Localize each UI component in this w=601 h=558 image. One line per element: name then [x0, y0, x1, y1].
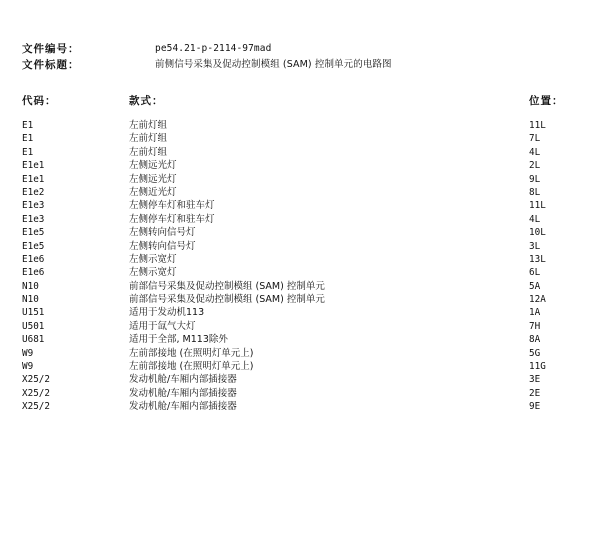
table-row [0, 132, 601, 145]
header-position: 位置： [529, 95, 564, 107]
table-row [0, 320, 601, 333]
component-description: 左侧停车灯和驻车灯 [129, 200, 215, 212]
component-code: E1e6 [22, 267, 45, 279]
component-code: E1e6 [22, 253, 45, 265]
component-description: 左侧示宽灯 [129, 253, 177, 265]
component-code: U151 [22, 307, 45, 319]
file-title-label: 文件标题： [22, 59, 80, 71]
component-description: 左前灯组 [129, 146, 168, 158]
table-row [0, 293, 601, 306]
component-position: 8A [529, 334, 541, 346]
table-row [0, 240, 601, 253]
component-code: X25/2 [22, 387, 50, 399]
component-code: E1e2 [22, 186, 45, 198]
component-position: 2E [529, 387, 541, 399]
table-row [0, 333, 601, 346]
table-row [0, 253, 601, 266]
table-row [0, 400, 601, 413]
component-position: 12A [529, 294, 546, 306]
component-code: E1e5 [22, 240, 45, 252]
table-row [0, 226, 601, 239]
component-position: 6L [529, 267, 541, 279]
component-position: 3L [529, 240, 541, 252]
table-row [0, 186, 601, 199]
file-number-value: pe54.21-p-2114-97mad [155, 43, 272, 54]
component-position: 1A [529, 307, 541, 319]
component-position: 4L [529, 146, 541, 158]
component-code: E1e1 [22, 173, 45, 185]
component-description: 左前部接地 (在照明灯单元上) [129, 361, 254, 373]
component-code: E1e3 [22, 200, 45, 212]
component-position: 11L [529, 200, 546, 212]
component-code: E1e5 [22, 227, 45, 239]
component-code: U501 [22, 320, 45, 332]
component-position: 10L [529, 227, 546, 239]
component-description: 适用于发动机113 [129, 307, 205, 319]
component-description: 适用于氙气大灯 [129, 320, 196, 332]
component-description: 左侧转向信号灯 [129, 227, 196, 239]
component-description: 左前灯组 [129, 133, 168, 145]
component-description: 前部信号采集及促动控制模组 (SAM) 控制单元 [129, 294, 325, 306]
component-position: 8L [529, 186, 541, 198]
component-code: W9 [22, 347, 34, 359]
component-code: N10 [22, 294, 39, 306]
component-position: 9L [529, 173, 541, 185]
component-position: 3E [529, 374, 541, 386]
component-position: 11L [529, 120, 546, 131]
table-row [0, 199, 601, 212]
table-row [0, 387, 601, 400]
component-position: 2L [529, 160, 541, 172]
component-position: 11G [529, 361, 546, 373]
component-code: U681 [22, 334, 45, 346]
component-position: 4L [529, 213, 541, 225]
table-row [0, 173, 601, 186]
component-position: 7H [529, 320, 541, 332]
component-description: 左侧转向信号灯 [129, 240, 196, 252]
component-description: 左侧近光灯 [129, 186, 177, 198]
component-code: X25/2 [22, 401, 50, 413]
file-number-label: 文件编号： [22, 43, 80, 55]
component-description: 左侧远光灯 [129, 160, 177, 172]
table-row [0, 360, 601, 373]
table-row [0, 347, 601, 360]
component-description: 发动机舱/车厢内部插接器 [129, 401, 237, 413]
component-position: 5G [529, 347, 541, 359]
component-code: W9 [22, 361, 34, 373]
component-description: 发动机舱/车厢内部插接器 [129, 387, 237, 399]
file-title-value: 前侧信号采集及促动控制模组 (SAM) 控制单元的电路图 [155, 59, 392, 70]
component-code: E1 [22, 146, 34, 158]
component-code: E1 [22, 120, 34, 131]
component-position: 13L [529, 253, 546, 265]
component-description: 左侧停车灯和驻车灯 [129, 213, 215, 225]
component-description: 左前灯组 [129, 120, 168, 131]
component-description: 发动机舱/车厢内部插接器 [129, 374, 237, 386]
table-row [0, 306, 601, 319]
table-row [0, 266, 601, 279]
table-row [0, 213, 601, 226]
component-code: N10 [22, 280, 39, 292]
table-row [0, 373, 601, 386]
component-code: X25/2 [22, 374, 50, 386]
component-code: E1e1 [22, 160, 45, 172]
table-header [0, 94, 601, 108]
component-description: 左侧远光灯 [129, 173, 177, 185]
component-description: 左前部接地 (在照明灯单元上) [129, 347, 254, 359]
table-row [0, 159, 601, 172]
component-position: 7L [529, 133, 541, 145]
header-description: 款式： [129, 95, 164, 107]
component-position: 5A [529, 280, 541, 292]
component-description: 适用于全部, M113除外 [129, 334, 228, 346]
component-code: E1 [22, 133, 34, 145]
component-code: E1e3 [22, 213, 45, 225]
table-row [0, 280, 601, 293]
component-description: 左侧示宽灯 [129, 267, 177, 279]
table-row [0, 146, 601, 159]
component-position: 9E [529, 401, 541, 413]
component-table [0, 119, 601, 414]
header-code: 代码： [22, 95, 57, 107]
table-row [0, 119, 601, 132]
component-description: 前部信号采集及促动控制模组 (SAM) 控制单元 [129, 280, 325, 292]
